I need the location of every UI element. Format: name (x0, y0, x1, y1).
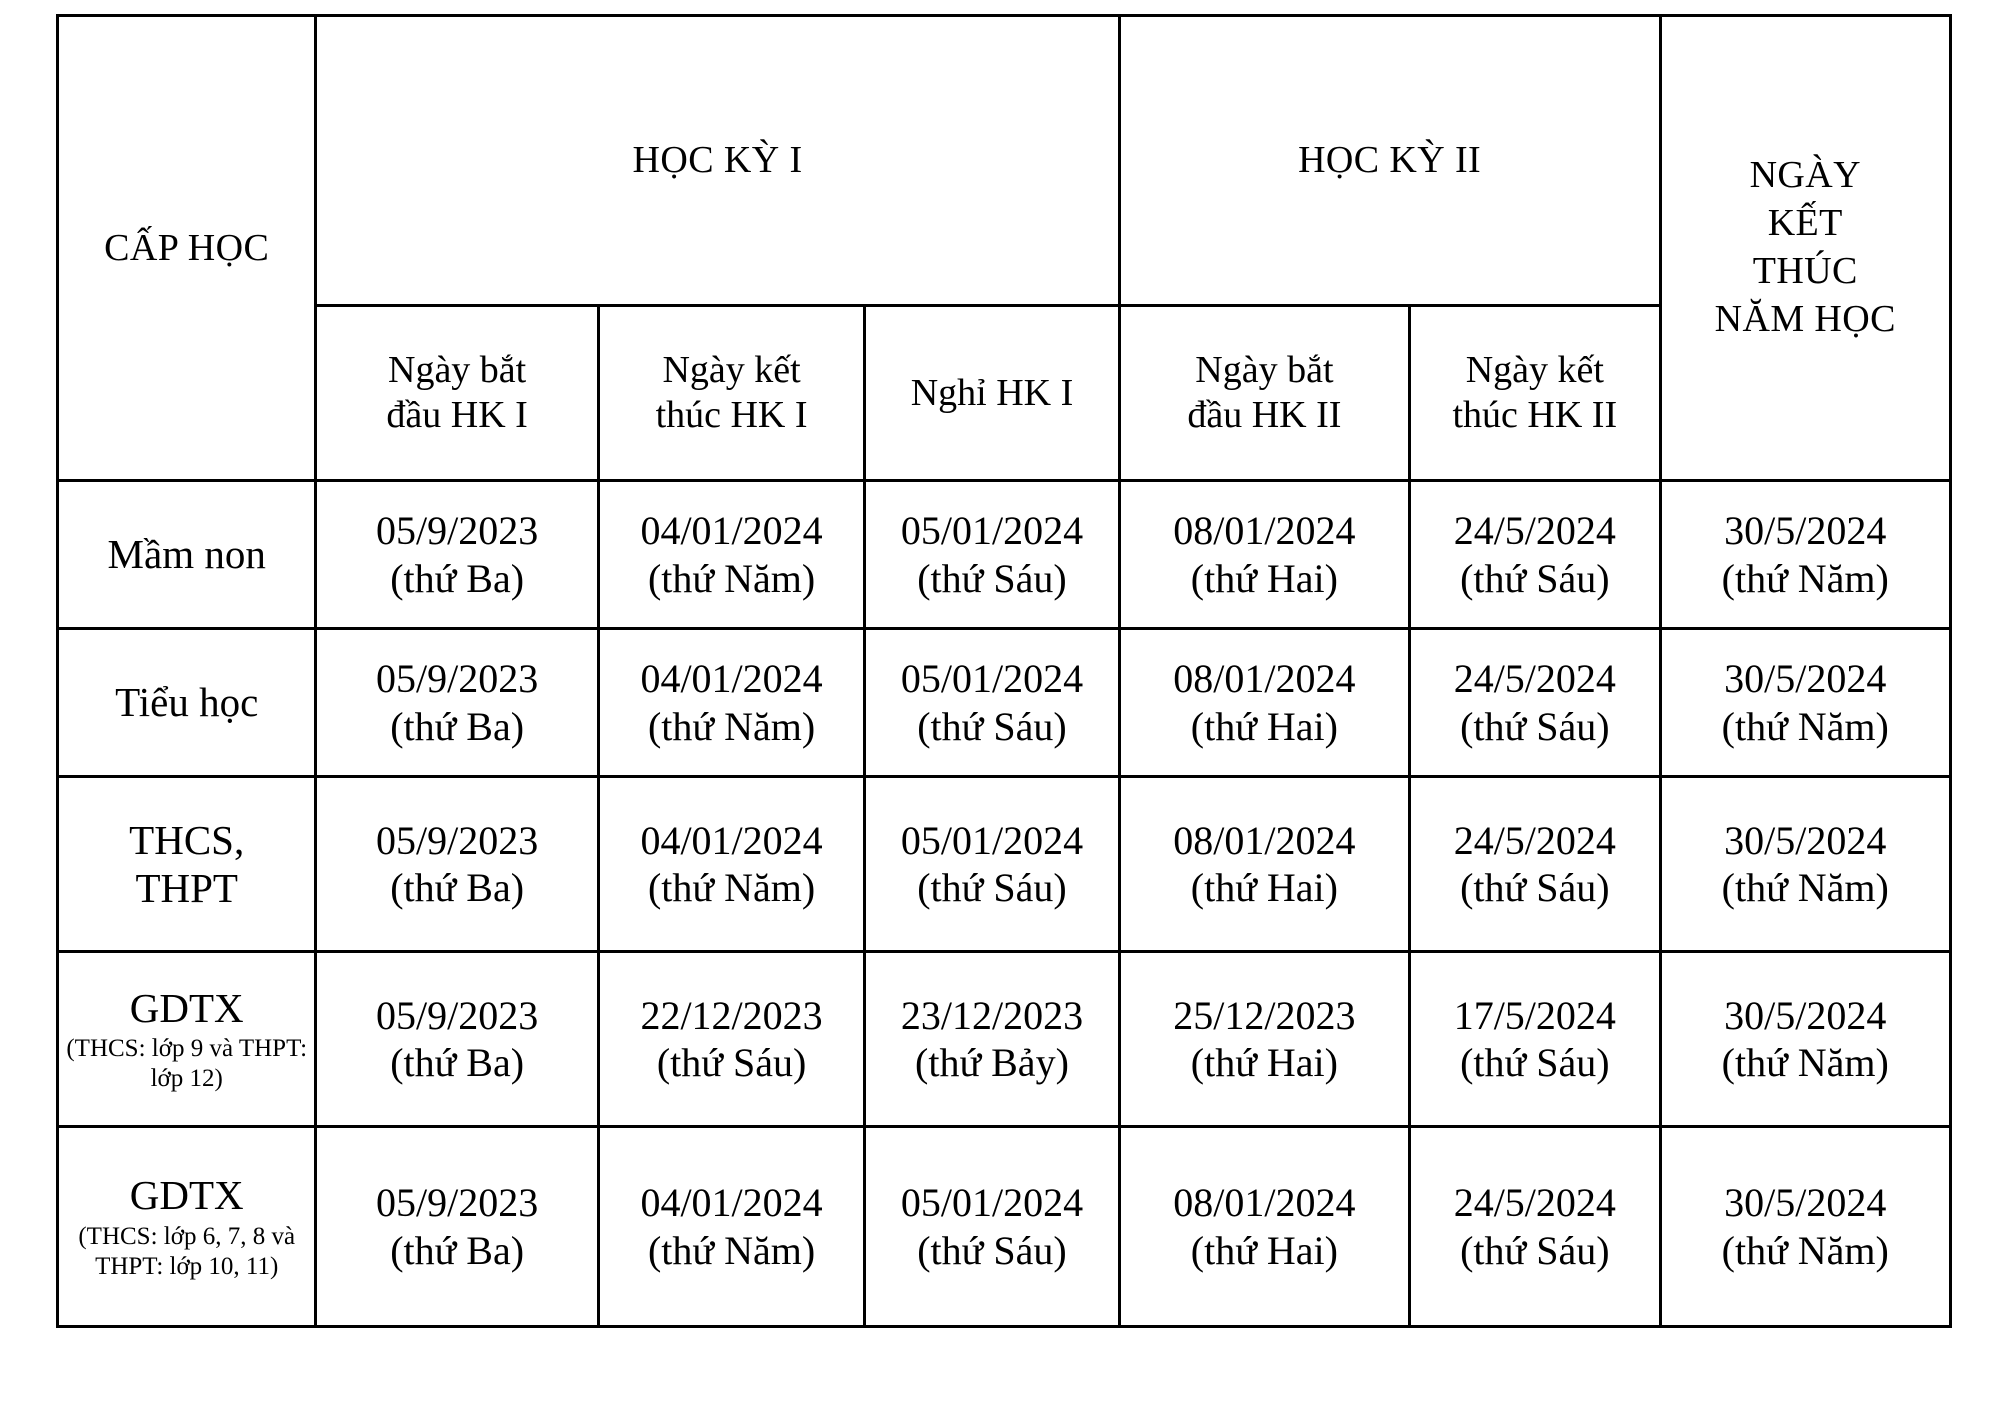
row-start-hk1 (316, 777, 598, 952)
row-start-hk1-day: (thứ Ba) (390, 1227, 525, 1273)
row-level: Tiểu học (58, 629, 316, 777)
row-end-hk2-date: 17/5/2024 (1453, 992, 1616, 1038)
row-start-hk2-date: 25/12/2023 (1173, 992, 1356, 1038)
header-semester-2: HỌC KỲ II (1119, 16, 1660, 306)
row-year-end-date: 30/5/2024 (1724, 656, 1887, 702)
row-start-hk2-day: (thứ Hai) (1190, 555, 1338, 601)
row-end-hk2-day: (thứ Sáu) (1460, 703, 1610, 749)
row-end-hk1-date: 04/01/2024 (640, 817, 823, 863)
row-level-note: (THCS: lớp 6, 7, 8 và THPT: lớp 10, 11) (78, 1222, 296, 1280)
row-end-hk1-day: (thứ Năm) (647, 555, 816, 601)
header-year-end (1660, 16, 1951, 481)
row-start-hk1 (316, 1127, 598, 1327)
row-end-hk2 (1410, 481, 1660, 629)
row-year-end (1660, 481, 1951, 629)
header-year-end-line-4: NĂM HỌC (1714, 297, 1896, 340)
row-break-hk1-date: 05/01/2024 (900, 1180, 1084, 1226)
header-break-hk1: Nghỉ HK I (865, 306, 1119, 481)
row-break-hk1 (865, 1127, 1119, 1327)
table-row (58, 777, 1951, 952)
row-start-hk1-date: 05/9/2023 (376, 817, 539, 863)
row-break-hk1 (865, 481, 1119, 629)
row-start-hk1 (316, 481, 598, 629)
row-year-end-day: (thứ Năm) (1721, 865, 1889, 910)
row-start-hk2 (1119, 777, 1409, 952)
row-start-hk1-date: 05/9/2023 (376, 1180, 539, 1226)
row-end-hk1-date: 04/01/2024 (640, 508, 823, 554)
row-start-hk1-day: (thứ Ba) (390, 555, 525, 601)
header-semester-1: HỌC KỲ I (316, 16, 1119, 306)
row-end-hk1 (598, 481, 864, 629)
header-start-hk1-line-1: Ngày bắt (388, 349, 527, 392)
row-start-hk2-date: 08/01/2024 (1173, 656, 1356, 702)
header-year-end-line-3: THÚC (1752, 250, 1858, 292)
header-end-hk1-line-2: thúc HK I (655, 394, 808, 436)
row-year-end (1660, 777, 1951, 952)
row-start-hk2 (1119, 481, 1409, 629)
row-break-hk1-day: (thứ Sáu) (917, 555, 1067, 601)
row-level-name: GDTX (129, 1172, 244, 1219)
row-start-hk1-date: 05/9/2023 (376, 508, 539, 554)
header-end-hk2-line-2: thúc HK II (1452, 394, 1618, 436)
row-start-hk2-date: 08/01/2024 (1173, 508, 1356, 554)
row-start-hk1-day: (thứ Ba) (390, 1040, 525, 1085)
row-end-hk2-date: 24/5/2024 (1453, 508, 1616, 554)
row-start-hk2-date: 08/01/2024 (1173, 817, 1356, 863)
row-end-hk2-day: (thứ Sáu) (1460, 1040, 1610, 1085)
row-end-hk2-day: (thứ Sáu) (1460, 865, 1610, 910)
row-year-end (1660, 629, 1951, 777)
header-start-hk2-line-2: đầu HK II (1187, 394, 1342, 436)
header-start-hk2 (1119, 306, 1409, 481)
row-end-hk2 (1410, 952, 1660, 1127)
row-break-hk1-date: 05/01/2024 (900, 508, 1084, 554)
row-end-hk2 (1410, 629, 1660, 777)
row-level: THCS, THPT (58, 777, 316, 952)
row-end-hk1-date: 22/12/2023 (640, 992, 823, 1038)
row-start-hk2-day: (thứ Hai) (1190, 865, 1338, 910)
row-level: Mầm non (58, 481, 316, 629)
row-start-hk1 (316, 952, 598, 1127)
row-year-end-date: 30/5/2024 (1724, 992, 1887, 1038)
row-break-hk1-date: 05/01/2024 (900, 656, 1084, 702)
header-start-hk1 (316, 306, 598, 481)
row-year-end-day: (thứ Năm) (1721, 555, 1889, 601)
header-end-hk1 (598, 306, 864, 481)
row-end-hk2 (1410, 1127, 1660, 1327)
row-end-hk2-date: 24/5/2024 (1453, 656, 1616, 702)
row-break-hk1-day: (thứ Sáu) (917, 1227, 1067, 1273)
table-row (58, 952, 1951, 1127)
row-break-hk1 (865, 952, 1119, 1127)
row-end-hk1-day: (thứ Năm) (647, 1227, 816, 1273)
row-start-hk2 (1119, 952, 1409, 1127)
row-end-hk2-day: (thứ Sáu) (1460, 1227, 1610, 1273)
header-start-hk2-line-1: Ngày bắt (1195, 349, 1334, 392)
row-year-end-date: 30/5/2024 (1724, 817, 1887, 863)
row-break-hk1-day: (thứ Sáu) (917, 703, 1067, 749)
row-start-hk2-day: (thứ Hai) (1190, 703, 1338, 749)
row-break-hk1-date: 23/12/2023 (900, 992, 1084, 1038)
row-start-hk1-day: (thứ Ba) (390, 703, 525, 749)
row-year-end (1660, 1127, 1951, 1327)
row-start-hk2-date: 08/01/2024 (1173, 1180, 1356, 1226)
row-start-hk1 (316, 629, 598, 777)
header-year-end-line-1: NGÀY (1749, 154, 1861, 197)
row-end-hk2 (1410, 777, 1660, 952)
row-start-hk1-day: (thứ Ba) (390, 865, 525, 910)
row-end-hk1 (598, 629, 864, 777)
row-end-hk1 (598, 777, 864, 952)
header-end-hk2 (1410, 306, 1660, 481)
row-level (58, 1127, 316, 1327)
row-year-end-day: (thứ Năm) (1721, 703, 1889, 749)
row-year-end (1660, 952, 1951, 1127)
row-end-hk2-day: (thứ Sáu) (1460, 555, 1610, 601)
header-start-hk1-line-2: đầu HK I (386, 394, 528, 436)
row-break-hk1-date: 05/01/2024 (900, 817, 1084, 863)
row-break-hk1 (865, 629, 1119, 777)
header-end-hk2-line-1: Ngày kết (1465, 349, 1604, 392)
row-break-hk1-day: (thứ Bảy) (915, 1040, 1069, 1085)
row-start-hk2 (1119, 1127, 1409, 1327)
row-end-hk2-date: 24/5/2024 (1453, 817, 1616, 863)
row-break-hk1 (865, 777, 1119, 952)
row-end-hk1 (598, 1127, 864, 1327)
row-level-name: GDTX (129, 984, 244, 1031)
row-start-hk2-day: (thứ Hai) (1190, 1040, 1338, 1085)
row-end-hk1-day: (thứ Năm) (647, 703, 816, 749)
row-end-hk1-date: 04/01/2024 (640, 1180, 823, 1226)
row-end-hk1-date: 04/01/2024 (640, 656, 823, 702)
header-level: CẤP HỌC (58, 16, 316, 481)
row-year-end-date: 30/5/2024 (1724, 1180, 1887, 1226)
header-end-hk1-line-1: Ngày kết (662, 349, 801, 392)
row-year-end-day: (thứ Năm) (1721, 1040, 1889, 1085)
table-row (58, 629, 1951, 777)
header-year-end-line-2: KẾT (1767, 202, 1843, 245)
row-start-hk1-date: 05/9/2023 (376, 656, 539, 702)
row-start-hk1-date: 05/9/2023 (376, 992, 539, 1038)
row-end-hk1-day: (thứ Năm) (647, 865, 816, 910)
row-end-hk1 (598, 952, 864, 1127)
row-level (58, 952, 316, 1127)
row-level-note: (THCS: lớp 9 và THPT: lớp 12) (66, 1035, 308, 1093)
row-end-hk1-day: (thứ Sáu) (656, 1040, 807, 1085)
school-year-schedule-table (56, 14, 1952, 1328)
table-header-row-top (58, 16, 1951, 306)
table-row (58, 481, 1951, 629)
row-year-end-day: (thứ Năm) (1721, 1227, 1889, 1273)
row-start-hk2-day: (thứ Hai) (1190, 1227, 1338, 1273)
row-end-hk2-date: 24/5/2024 (1453, 1180, 1616, 1226)
row-year-end-date: 30/5/2024 (1724, 508, 1887, 554)
table-row (58, 1127, 1951, 1327)
row-break-hk1-day: (thứ Sáu) (917, 865, 1067, 910)
row-start-hk2 (1119, 629, 1409, 777)
